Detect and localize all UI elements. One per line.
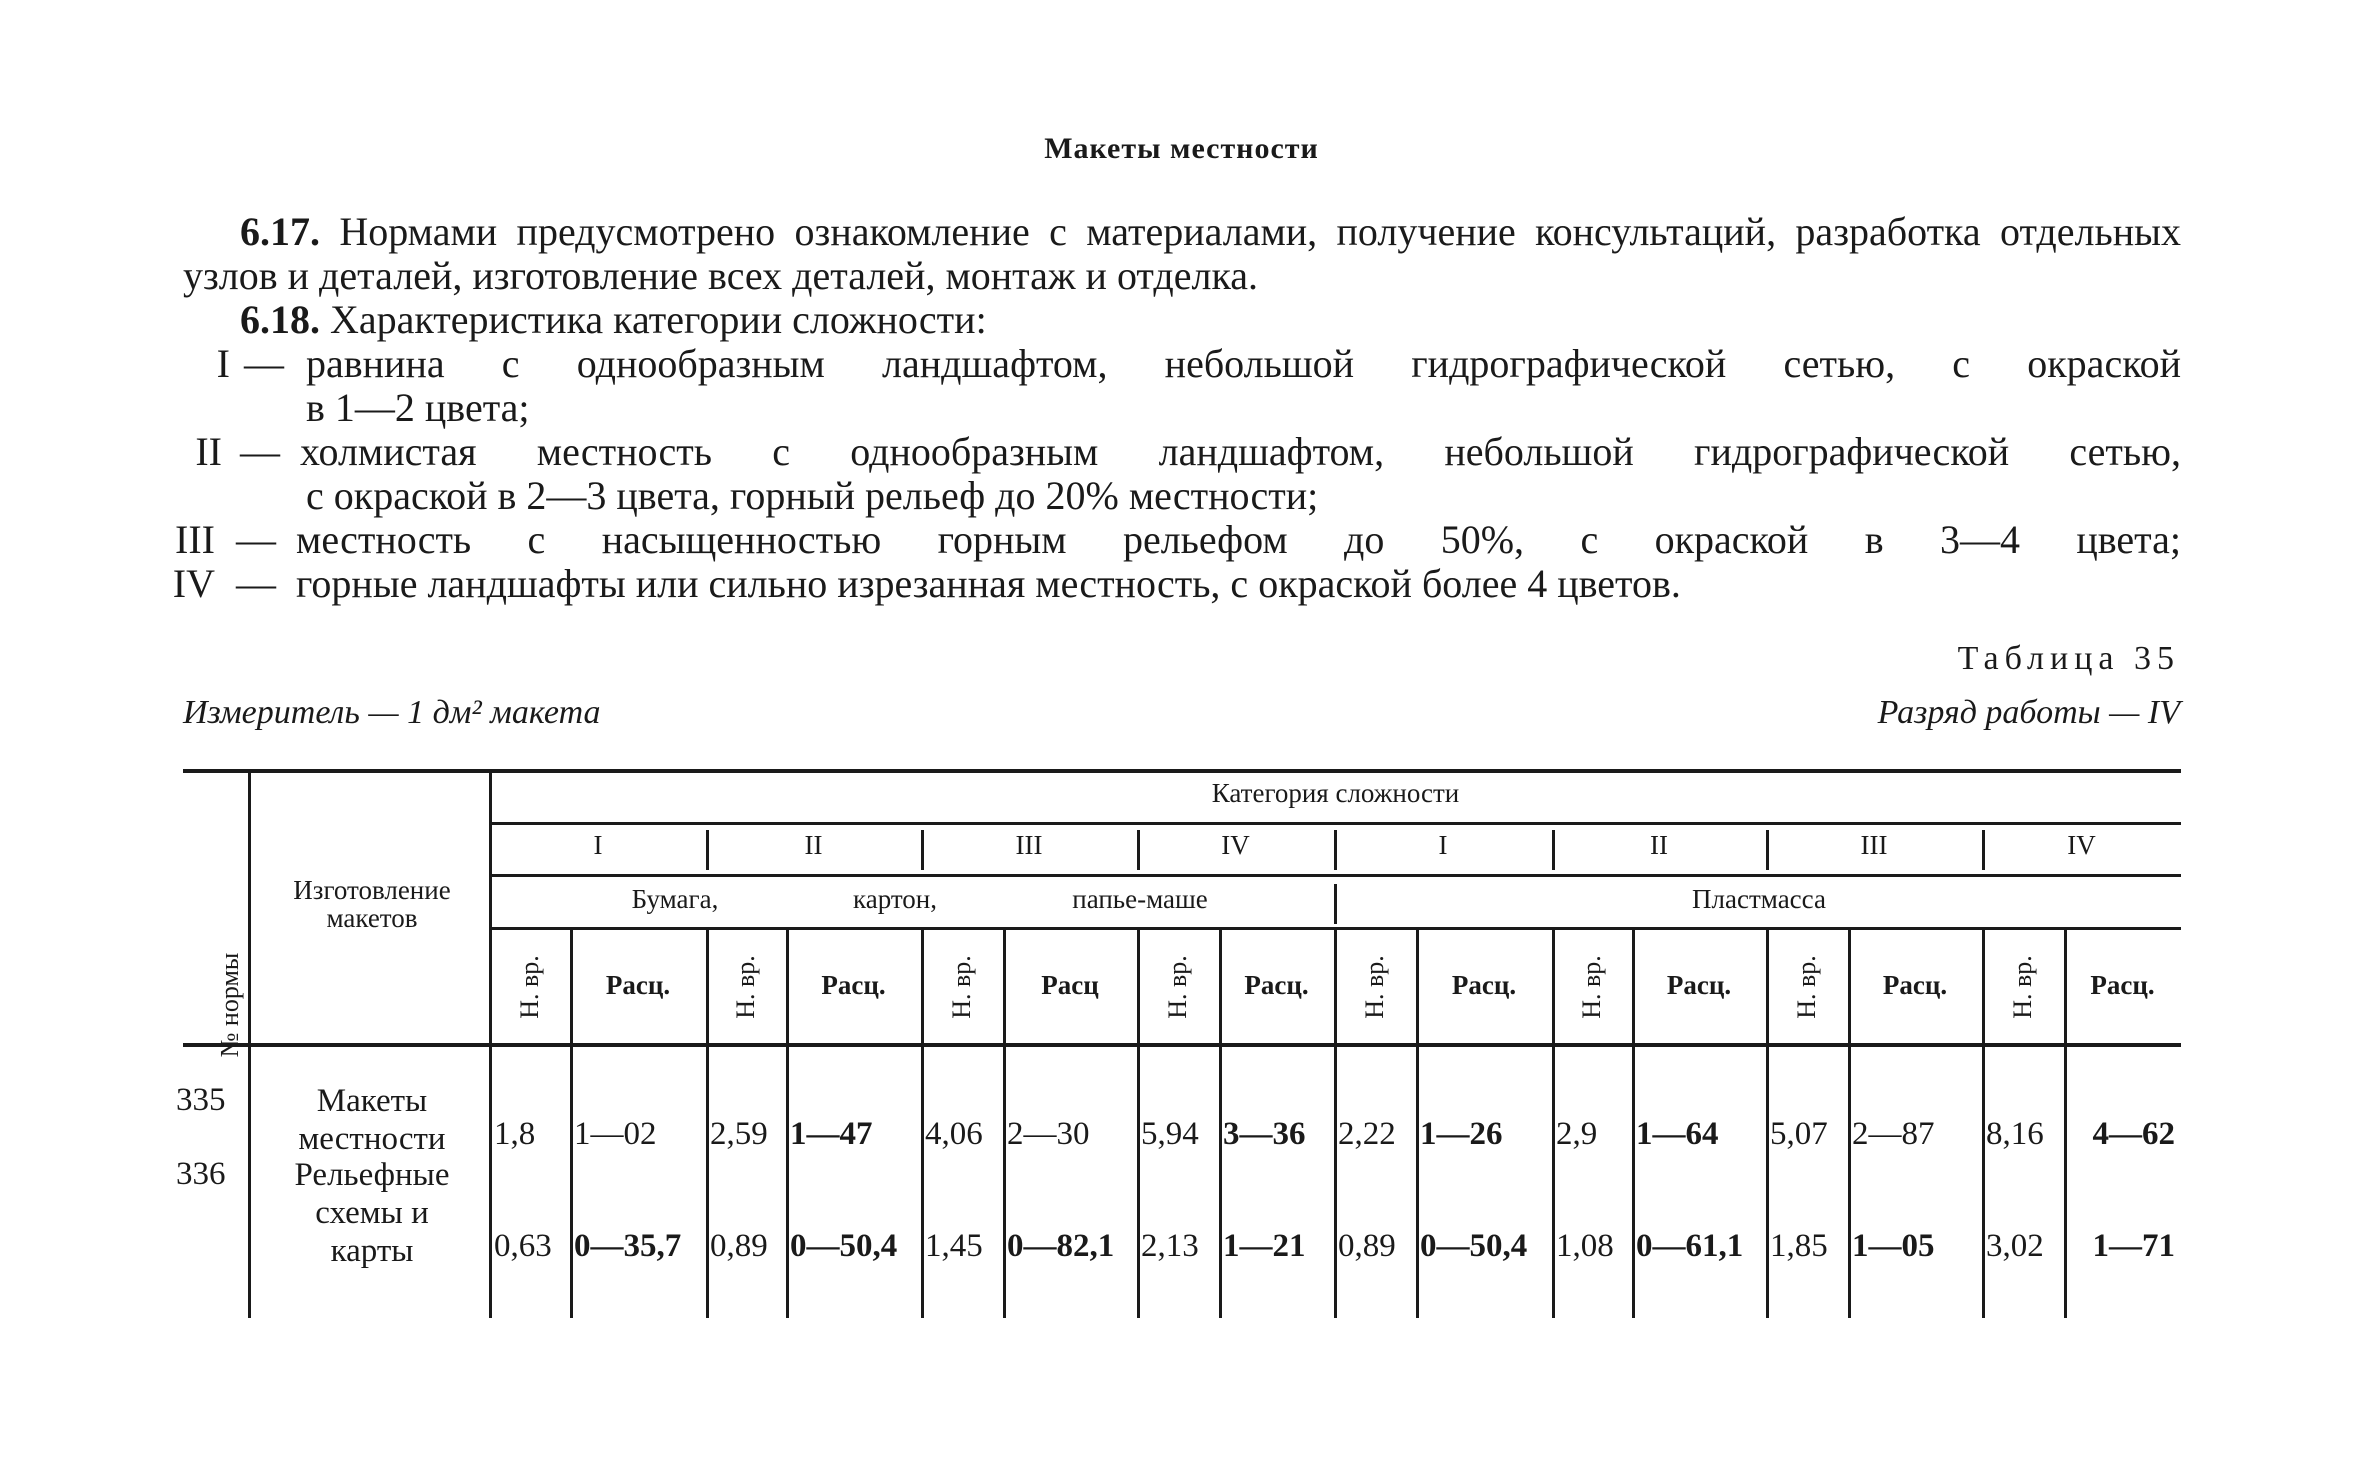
col-header-norm: № нормы xyxy=(215,952,244,1058)
time-norm-value: 1,45 xyxy=(925,1228,983,1264)
category-roman: IV xyxy=(172,561,215,606)
rate-value: 1—71 xyxy=(2092,1228,2175,1264)
paragraph-text: Нормами предусмотрено ознакомление с материалами, получение консультаций, разработка отдельных узлов и деталей, изготовление всех деталей, монтаж и отделка. xyxy=(183,209,2182,298)
category-roman: I xyxy=(216,341,230,386)
rate-value: 0—50,4 xyxy=(790,1228,898,1264)
category-level: III xyxy=(1860,830,1888,860)
material-paper-3: папье-маше xyxy=(1072,884,1208,914)
level-divider xyxy=(1552,830,1555,870)
category-level: I xyxy=(1438,830,1448,860)
time-norm-value: 1,85 xyxy=(1770,1228,1828,1264)
rate-header: Расц. xyxy=(2090,970,2155,1000)
rate-value: 2—87 xyxy=(1852,1116,1935,1152)
rate-value: 0—82,1 xyxy=(1007,1228,1115,1264)
header-rule xyxy=(490,822,2181,825)
category-text: местность с насыщенностью горным рельефом до 50%, с окраской в 3—4 цвета; xyxy=(296,517,2181,562)
category-dash: — xyxy=(236,561,276,606)
category-level: IV xyxy=(2067,830,2096,860)
rate-value: 1—26 xyxy=(1420,1116,1503,1152)
norm-number: 336 xyxy=(176,1156,226,1192)
time-norm-value: 2,9 xyxy=(1556,1116,1598,1152)
level-divider xyxy=(1137,830,1140,870)
rate-value: 0—61,1 xyxy=(1636,1228,1744,1264)
time-norm-header: Н. вр. xyxy=(1163,955,1192,1019)
rate-header: Расц. xyxy=(1666,970,1732,1000)
norm-number: 335 xyxy=(176,1082,226,1118)
work-rank: Разряд работы — IV xyxy=(1877,694,2180,731)
group-divider xyxy=(921,930,924,1318)
category-dash: — xyxy=(240,429,280,474)
category-header: Категория сложности xyxy=(1211,778,1460,808)
time-norm-header: Н. вр. xyxy=(515,955,544,1019)
time-norm-value: 5,94 xyxy=(1141,1116,1199,1152)
time-norm-value: 8,16 xyxy=(1986,1116,2044,1152)
category-dash: — xyxy=(236,517,276,562)
paragraph-number: 6.18. xyxy=(240,297,320,342)
item-name-line: карты xyxy=(330,1233,414,1269)
category-level: IV xyxy=(1221,830,1250,860)
category-text: горные ландшафты или сильно изрезанная местность, с окраской более 4 цветов. xyxy=(296,561,1681,606)
header-rule xyxy=(490,874,2181,877)
time-norm-value: 0,63 xyxy=(494,1228,552,1264)
rate-header: Расц xyxy=(1041,970,1099,1000)
measure-unit: Измеритель — 1 дм² макета xyxy=(183,694,601,731)
category-level: II xyxy=(804,830,823,860)
rate-value: 4—62 xyxy=(2092,1116,2175,1152)
time-norm-value: 1,08 xyxy=(1556,1228,1614,1264)
category-text-cont: с окраской в 2—3 цвета, горный рельеф до 20% местности; xyxy=(306,473,1319,518)
rate-header: Расц. xyxy=(1451,970,1517,1000)
col-header-item: Изготовление макетов xyxy=(293,875,451,933)
category-text: холмистая местность с однообразным ландшафтом, небольшой гидрографической сетью, xyxy=(300,429,2181,474)
time-norm-value: 0,89 xyxy=(710,1228,768,1264)
time-norm-header: Н. вр. xyxy=(2008,955,2037,1019)
level-divider xyxy=(1334,830,1337,870)
time-norm-header: Н. вр. xyxy=(1792,955,1821,1019)
material-plastic: Пластмасса xyxy=(1692,884,1826,914)
time-norm-header: Н. вр. xyxy=(1360,955,1389,1019)
rate-value: 1—05 xyxy=(1852,1228,1935,1264)
group-divider xyxy=(1766,930,1769,1318)
rate-header: Расц. xyxy=(605,970,671,1000)
rate-header: Расц. xyxy=(821,970,886,1000)
group-divider xyxy=(1982,930,1985,1318)
time-norm-value: 3,02 xyxy=(1986,1228,2044,1264)
time-norm-value: 1,8 xyxy=(494,1116,536,1152)
item-name-line: Макеты xyxy=(316,1083,428,1119)
group-divider xyxy=(1552,930,1555,1318)
col-divider xyxy=(248,773,251,1318)
paragraph-text: Характеристика категории сложности: xyxy=(330,297,987,342)
group-divider xyxy=(706,930,709,1318)
section-title: Макеты местности xyxy=(1044,132,1319,165)
group-divider xyxy=(1137,930,1140,1318)
category-dash: — xyxy=(244,341,284,386)
time-norm-header: Н. вр. xyxy=(947,955,976,1019)
time-norm-value: 0,89 xyxy=(1338,1228,1396,1264)
group-divider xyxy=(1334,930,1337,1318)
rate-value: 0—50,4 xyxy=(1420,1228,1528,1264)
header-bottom-rule xyxy=(183,1043,2181,1047)
rate-value: 3—36 xyxy=(1223,1116,1306,1152)
time-norm-value: 5,07 xyxy=(1770,1116,1828,1152)
rate-header: Расц. xyxy=(1882,970,1948,1000)
time-norm-value: 2,22 xyxy=(1338,1116,1396,1152)
level-divider xyxy=(706,830,709,870)
rate-value: 1—64 xyxy=(1636,1116,1719,1152)
item-name-line: Рельефные xyxy=(294,1157,450,1193)
rate-header: Расц. xyxy=(1244,970,1309,1000)
time-norm-value: 2,59 xyxy=(710,1116,768,1152)
table-caption: Таблица 35 xyxy=(1957,640,2180,677)
table-top-rule xyxy=(183,769,2181,773)
material-paper-1: Бумага, xyxy=(631,884,719,914)
level-divider xyxy=(1766,830,1769,870)
item-name-line: местности xyxy=(298,1121,446,1157)
category-level: II xyxy=(1650,830,1668,860)
rate-value: 1—21 xyxy=(1223,1228,1306,1264)
rate-value: 1—02 xyxy=(574,1116,657,1152)
paragraph-number: 6.17. xyxy=(240,209,320,254)
category-level: I xyxy=(593,830,603,860)
time-norm-header: Н. вр. xyxy=(1577,955,1606,1019)
category-level: III xyxy=(1015,830,1043,860)
material-paper-2: картон, xyxy=(853,884,937,914)
time-norm-header: Н. вр. xyxy=(731,955,760,1019)
category-roman: III xyxy=(175,517,215,562)
level-divider xyxy=(1982,830,1985,870)
category-roman: II xyxy=(195,429,222,474)
category-text: равнина с однообразным ландшафтом, небольшой гидрографической сетью, с окраской xyxy=(306,341,2181,386)
rate-value: 1—47 xyxy=(790,1116,873,1152)
rate-value: 0—35,7 xyxy=(574,1228,682,1264)
rate-value: 2—30 xyxy=(1007,1116,1090,1152)
time-norm-value: 2,13 xyxy=(1141,1228,1199,1264)
category-text-cont: в 1—2 цвета; xyxy=(306,385,530,430)
level-divider xyxy=(921,830,924,870)
item-name-line: схемы и xyxy=(315,1195,429,1231)
time-norm-value: 4,06 xyxy=(925,1116,983,1152)
